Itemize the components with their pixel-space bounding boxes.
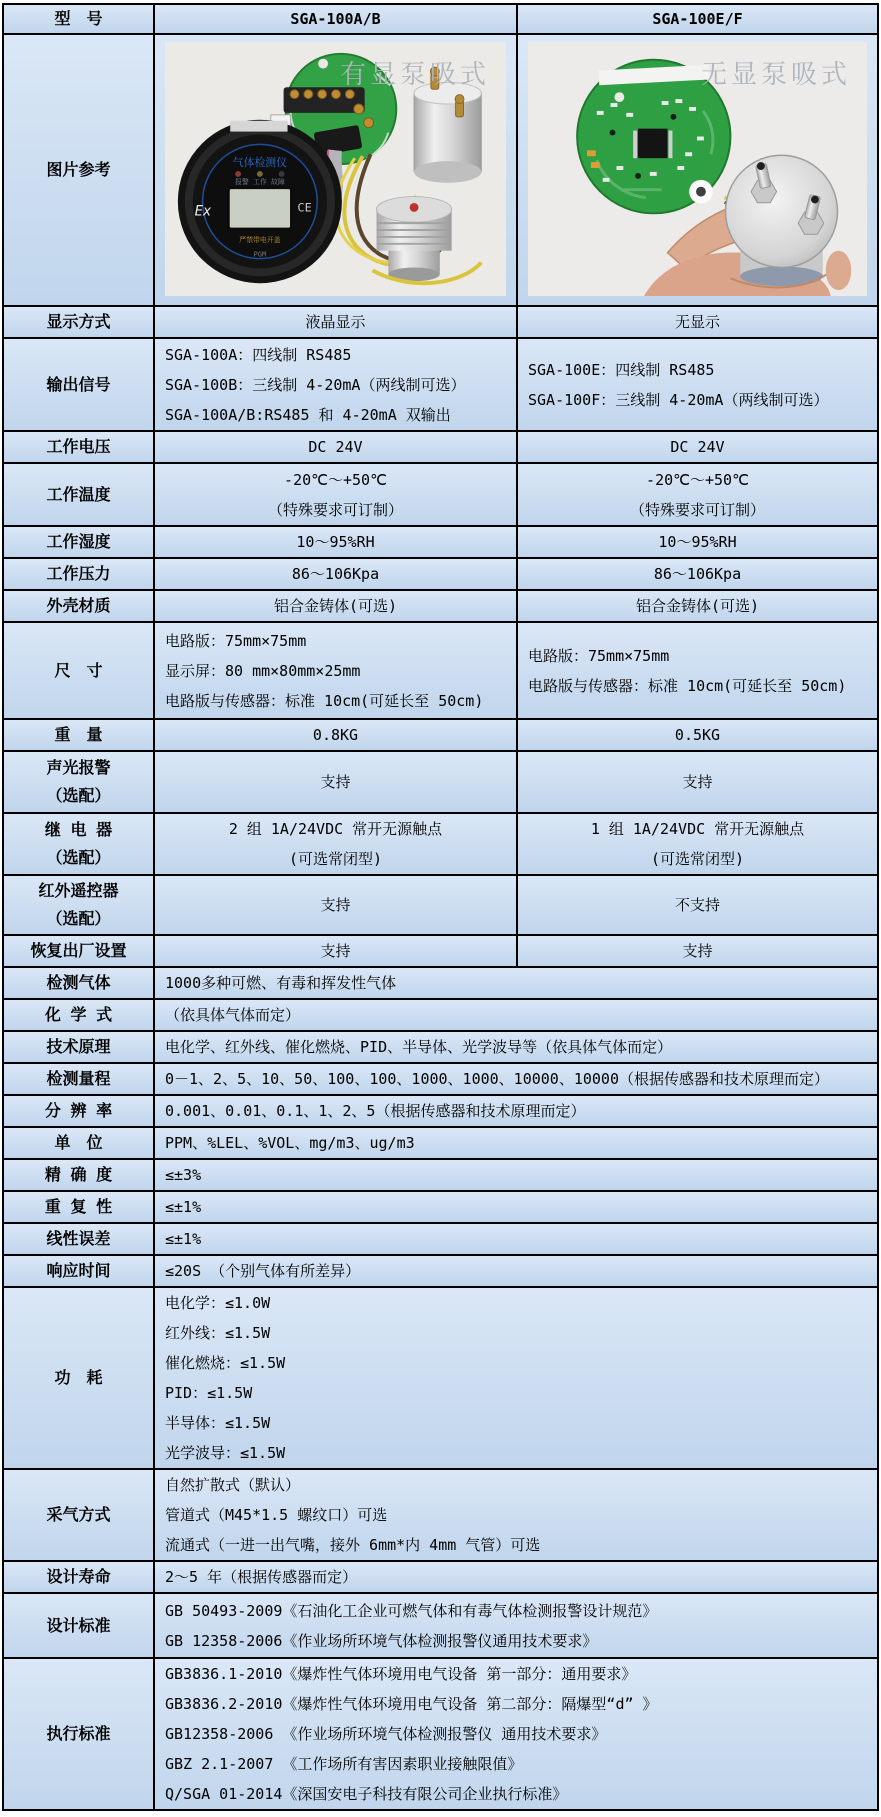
label-line: 单 位 xyxy=(54,1133,103,1152)
value-line: 支持 xyxy=(320,773,351,791)
row-label-detected-gases xyxy=(3,967,154,999)
spec-row-detected-gases xyxy=(3,967,878,999)
label-line: 化 学 式 xyxy=(44,1005,113,1024)
spec-row-working-temperature xyxy=(3,463,878,526)
row-value-relay-col2 xyxy=(517,813,878,875)
value-line: 2 组 1A/24VDC 常开无源触点 xyxy=(228,820,443,838)
spec-row-gas-sampling-method xyxy=(3,1469,878,1561)
photo-row xyxy=(3,34,878,306)
value-line: Q/SGA 01-2014《深国安电子科技有限公司企业执行标准》 xyxy=(165,1785,568,1803)
label-line: 响应时间 xyxy=(46,1261,111,1280)
photo-right-frame xyxy=(528,42,867,296)
row-label-weight xyxy=(3,719,154,751)
value-line: （依具体气体而定） xyxy=(165,1006,301,1024)
spec-row-working-humidity xyxy=(3,526,878,558)
row-label-repeatability xyxy=(3,1191,154,1223)
spec-row-response-time xyxy=(3,1255,878,1287)
label-line: （选配） xyxy=(46,909,111,928)
label-line: 红外遥控器 xyxy=(38,881,119,900)
value-line: ≤20S （个别气体有所差异） xyxy=(165,1262,361,1280)
label-line: 线性误差 xyxy=(46,1229,111,1248)
spec-row-design-lifespan xyxy=(3,1561,878,1593)
watermark-right: 无显泵吸式 xyxy=(700,60,851,90)
value-line: PID：≤1.5W xyxy=(165,1384,253,1402)
value-line: 0.5KG xyxy=(674,726,721,744)
value-line: -20℃～+50℃ xyxy=(646,470,749,489)
label-line: 工作湿度 xyxy=(46,532,111,551)
spec-row-detection-range xyxy=(3,1063,878,1095)
label-line: 工作电压 xyxy=(46,437,111,456)
row-label-chemical-formula xyxy=(3,999,154,1031)
header-row xyxy=(3,4,878,34)
label-line: 图片参考 xyxy=(46,160,111,179)
spec-row-relay xyxy=(3,813,878,875)
header-model-ef: SGA-100E/F xyxy=(517,4,878,34)
row-label-technical-principle xyxy=(3,1031,154,1063)
value-line: SGA-100F：三线制 4-20mA（两线制可选） xyxy=(528,390,829,409)
label-line: （选配） xyxy=(46,848,111,867)
gauge-button-label: PGM xyxy=(253,250,267,259)
row-value-design-standards xyxy=(154,1593,878,1658)
spec-row-ir-remote xyxy=(3,875,878,935)
row-value-relay-col1 xyxy=(154,813,517,875)
row-value-display-mode-col2 xyxy=(517,306,878,338)
label-line: 检测量程 xyxy=(46,1069,111,1088)
spec-row-factory-reset xyxy=(3,935,878,967)
value-line: 支持 xyxy=(682,942,713,960)
row-value-response-time xyxy=(154,1255,878,1287)
value-line: GB3836.1-2010《爆炸性气体环境用电气设备 第一部分：通用要求》 xyxy=(165,1665,637,1683)
row-label-detection-range xyxy=(3,1063,154,1095)
spec-row-linearity-error xyxy=(3,1223,878,1255)
row-label-factory-reset xyxy=(3,935,154,967)
label-line: 重 复 性 xyxy=(44,1197,113,1216)
product-photo-left xyxy=(154,34,517,306)
value-line: (可选常闭型) xyxy=(650,850,745,868)
label-line: 恢复出厂设置 xyxy=(30,941,127,960)
spec-row-display-mode xyxy=(3,306,878,338)
label-line: 功 耗 xyxy=(54,1368,103,1387)
spec-row-sound-light-alarm xyxy=(3,751,878,813)
value-line: 支持 xyxy=(682,773,713,791)
label-line: 技术原理 xyxy=(46,1037,111,1056)
value-line: DC 24V xyxy=(670,438,725,456)
row-label-working-temperature xyxy=(3,463,154,526)
gauge-warning-text: 严禁带电开盖 xyxy=(239,235,281,244)
value-line: 支持 xyxy=(320,896,351,914)
label-line: 尺 寸 xyxy=(54,660,103,680)
lcd-gauge-icon xyxy=(178,120,342,283)
row-label-design-lifespan xyxy=(3,1561,154,1593)
row-value-working-temperature-col1 xyxy=(154,463,517,526)
row-label-execution-standards xyxy=(3,1658,154,1810)
value-line: SGA-100A：四线制 RS485 xyxy=(165,345,352,364)
value-line: GB12358-2006 《作业场所环境气体检测报警仪 通用技术要求》 xyxy=(165,1725,607,1743)
value-line: 催化燃烧：≤1.5W xyxy=(165,1354,286,1372)
spec-row-unit xyxy=(3,1127,878,1159)
value-line: 电路版与传感器：标准 10cm(可延长至 50cm) xyxy=(165,691,484,710)
spec-row-design-standards xyxy=(3,1593,878,1658)
row-value-working-voltage-col1 xyxy=(154,431,517,463)
spec-row-technical-principle xyxy=(3,1031,878,1063)
value-line: 2～5 年（根据传感器而定） xyxy=(165,1568,358,1586)
row-value-working-humidity-col1 xyxy=(154,526,517,558)
row-value-chemical-formula xyxy=(154,999,878,1031)
label-line: 输出信号 xyxy=(46,374,111,394)
label-line: 设计寿命 xyxy=(46,1567,111,1586)
row-value-accuracy xyxy=(154,1159,878,1191)
spec-row-weight xyxy=(3,719,878,751)
row-value-ir-remote-col1 xyxy=(154,875,517,935)
label-line: 外壳材质 xyxy=(46,596,111,615)
value-line: PPM、%LEL、%VOL、mg/m3、ug/m3 xyxy=(165,1134,415,1152)
row-label-working-voltage xyxy=(3,431,154,463)
row-label-dimensions xyxy=(3,622,154,719)
label-line: 检测气体 xyxy=(46,973,111,992)
row-value-detected-gases xyxy=(154,967,878,999)
value-line: 0.001、0.01、0.1、1、2、5（根据传感器和技术原理而定） xyxy=(165,1102,586,1120)
spec-row-output-signal xyxy=(3,338,878,431)
row-label-design-standards xyxy=(3,1593,154,1658)
row-value-dimensions-col1 xyxy=(154,622,517,719)
value-line: 电路版与传感器：标准 10cm(可延长至 50cm) xyxy=(528,676,847,695)
row-value-unit xyxy=(154,1127,878,1159)
row-label-power-consumption xyxy=(3,1287,154,1469)
value-line: 电路版：75mm×75mm xyxy=(165,631,307,650)
row-value-weight-col2 xyxy=(517,719,878,751)
value-line: 10～95%RH xyxy=(658,533,737,551)
spec-row-power-consumption xyxy=(3,1287,878,1469)
row-value-working-humidity-col2 xyxy=(517,526,878,558)
value-line: -20℃～+50℃ xyxy=(284,470,387,489)
row-label-output-signal xyxy=(3,338,154,431)
value-line: 液晶显示 xyxy=(305,313,366,331)
spec-table xyxy=(2,3,879,1811)
row-value-factory-reset-col1 xyxy=(154,935,517,967)
spec-row-dimensions xyxy=(3,622,878,719)
spec-row-working-voltage xyxy=(3,431,878,463)
row-label-unit xyxy=(3,1127,154,1159)
value-line: 86～106Kpa xyxy=(291,565,380,583)
row-label-display-mode xyxy=(3,306,154,338)
row-value-display-mode-col1 xyxy=(154,306,517,338)
row-value-working-pressure-col1 xyxy=(154,558,517,590)
sensor-cylinder-icon xyxy=(726,155,838,286)
row-value-repeatability xyxy=(154,1191,878,1223)
spec-row-execution-standards xyxy=(3,1658,878,1810)
label-line: （选配） xyxy=(46,786,111,805)
row-value-gas-sampling-method xyxy=(154,1469,878,1561)
value-line: 电路版：75mm×75mm xyxy=(528,646,670,665)
header-model-label: 型 号 xyxy=(3,4,154,34)
value-line: 铝合金铸体(可选) xyxy=(273,597,398,615)
value-line: 无显示 xyxy=(674,313,720,331)
label-line: 声光报警 xyxy=(46,758,111,777)
value-line: 显示屏：80 mm×80mm×25mm xyxy=(165,661,361,680)
value-line: 铝合金铸体(可选) xyxy=(635,597,760,615)
row-value-housing-material-col2 xyxy=(517,590,878,622)
row-value-resolution xyxy=(154,1095,878,1127)
value-line: ≤±3% xyxy=(165,1166,202,1184)
row-value-weight-col1 xyxy=(154,719,517,751)
value-line: 光学波导：≤1.5W xyxy=(165,1444,286,1462)
gauge-ex-mark: Ex xyxy=(194,203,212,220)
label-line: 重 量 xyxy=(54,725,103,744)
value-line: GBZ 2.1-2007 《工作场所有害因素职业接触限值》 xyxy=(165,1755,523,1773)
label-line: 继 电 器 xyxy=(44,820,113,839)
value-line: 1000多种可燃、有毒和挥发性气体 xyxy=(165,974,397,992)
row-value-sound-light-alarm-col2 xyxy=(517,751,878,813)
row-value-working-pressure-col2 xyxy=(517,558,878,590)
value-line: 自然扩散式（默认） xyxy=(165,1476,301,1494)
row-label-relay xyxy=(3,813,154,875)
row-label-housing-material xyxy=(3,590,154,622)
value-line: 0－1、2、5、10、50、100、100、1000、1000、10000、10000（根据传感器和技术原理而定） xyxy=(165,1070,829,1088)
value-line: GB3836.2-2010《爆炸性气体环境用电气设备 第二部分：隔爆型“d” 》 xyxy=(165,1695,658,1713)
value-line: 支持 xyxy=(320,942,351,960)
spec-row-chemical-formula xyxy=(3,999,878,1031)
row-label-working-humidity xyxy=(3,526,154,558)
row-value-power-consumption xyxy=(154,1287,878,1469)
row-value-factory-reset-col2 xyxy=(517,935,878,967)
product-photo-right xyxy=(517,34,878,306)
value-line: ≤±1% xyxy=(165,1230,202,1248)
value-line: SGA-100B：三线制 4-20mA（两线制可选） xyxy=(165,375,466,394)
gauge-ce-mark: CE xyxy=(297,200,312,215)
value-line: 不支持 xyxy=(674,896,720,914)
value-line: （特殊要求可订制） xyxy=(629,500,765,519)
value-line: 流通式（一进一出气嘴，接外 6mm*内 4mm 气管）可选 xyxy=(165,1536,541,1554)
value-line: 0.8KG xyxy=(312,726,359,744)
spec-row-housing-material xyxy=(3,590,878,622)
row-value-working-voltage-col2 xyxy=(517,431,878,463)
row-value-working-temperature-col2 xyxy=(517,463,878,526)
row-label-photo-reference xyxy=(3,34,154,306)
value-line: （特殊要求可订制） xyxy=(267,500,403,519)
value-line: 电化学、红外线、催化燃烧、PID、半导体、光学波导等（依具体气体而定） xyxy=(165,1038,673,1056)
gauge-led-labels: 报警 工作 故障 xyxy=(235,177,285,186)
label-line: 精 确 度 xyxy=(44,1165,113,1184)
label-line: 工作压力 xyxy=(46,564,111,583)
label-line: 分 辨 率 xyxy=(44,1101,113,1120)
value-line: DC 24V xyxy=(308,438,363,456)
value-line: 86～106Kpa xyxy=(653,565,742,583)
photo-left-frame xyxy=(165,42,506,296)
row-label-response-time xyxy=(3,1255,154,1287)
spec-row-working-pressure xyxy=(3,558,878,590)
row-value-linearity-error xyxy=(154,1223,878,1255)
gauge-title-text: 气体检测仪 xyxy=(232,156,288,170)
value-line: 红外线：≤1.5W xyxy=(165,1324,271,1342)
label-line: 采气方式 xyxy=(46,1505,111,1524)
row-value-sound-light-alarm-col1 xyxy=(154,751,517,813)
value-line: 半导体：≤1.5W xyxy=(165,1414,271,1432)
value-line: 10～95%RH xyxy=(296,533,375,551)
row-label-ir-remote xyxy=(3,875,154,935)
watermark-left: 有显泵吸式 xyxy=(339,60,490,90)
row-value-ir-remote-col2 xyxy=(517,875,878,935)
row-label-linearity-error xyxy=(3,1223,154,1255)
row-value-design-lifespan xyxy=(154,1561,878,1593)
spec-row-accuracy xyxy=(3,1159,878,1191)
row-value-detection-range xyxy=(154,1063,878,1095)
value-line: SGA-100A/B:RS485 和 4-20mA 双输出 xyxy=(165,405,451,424)
value-line: ≤±1% xyxy=(165,1198,202,1216)
row-label-resolution xyxy=(3,1095,154,1127)
header-model-ab: SGA-100A/B xyxy=(154,4,517,34)
label-line: 执行标准 xyxy=(46,1724,111,1743)
row-label-gas-sampling-method xyxy=(3,1469,154,1561)
spec-row-repeatability xyxy=(3,1191,878,1223)
row-value-execution-standards xyxy=(154,1658,878,1810)
value-line: 电化学：≤1.0W xyxy=(165,1294,271,1312)
value-line: (可选常闭型) xyxy=(288,850,383,868)
value-line: GB 12358-2006《作业场所环境气体检测报警仪通用技术要求》 xyxy=(165,1631,598,1650)
row-value-output-signal-col2 xyxy=(517,338,878,431)
row-label-sound-light-alarm xyxy=(3,751,154,813)
value-line: SGA-100E：四线制 RS485 xyxy=(528,360,715,379)
value-line: 1 组 1A/24VDC 常开无源触点 xyxy=(590,820,805,838)
row-value-dimensions-col2 xyxy=(517,622,878,719)
row-value-housing-material-col1 xyxy=(154,590,517,622)
label-line: 工作温度 xyxy=(46,484,111,504)
label-line: 设计标准 xyxy=(46,1615,111,1635)
label-line: 显示方式 xyxy=(46,312,111,331)
row-value-output-signal-col1 xyxy=(154,338,517,431)
spec-row-resolution xyxy=(3,1095,878,1127)
value-line: 管道式（M45*1.5 螺纹口）可选 xyxy=(165,1506,388,1524)
row-label-working-pressure xyxy=(3,558,154,590)
row-label-accuracy xyxy=(3,1159,154,1191)
value-line: GB 50493-2009《石油化工企业可燃气体和有毒气体检测报警设计规范》 xyxy=(165,1601,658,1620)
row-value-technical-principle xyxy=(154,1031,878,1063)
